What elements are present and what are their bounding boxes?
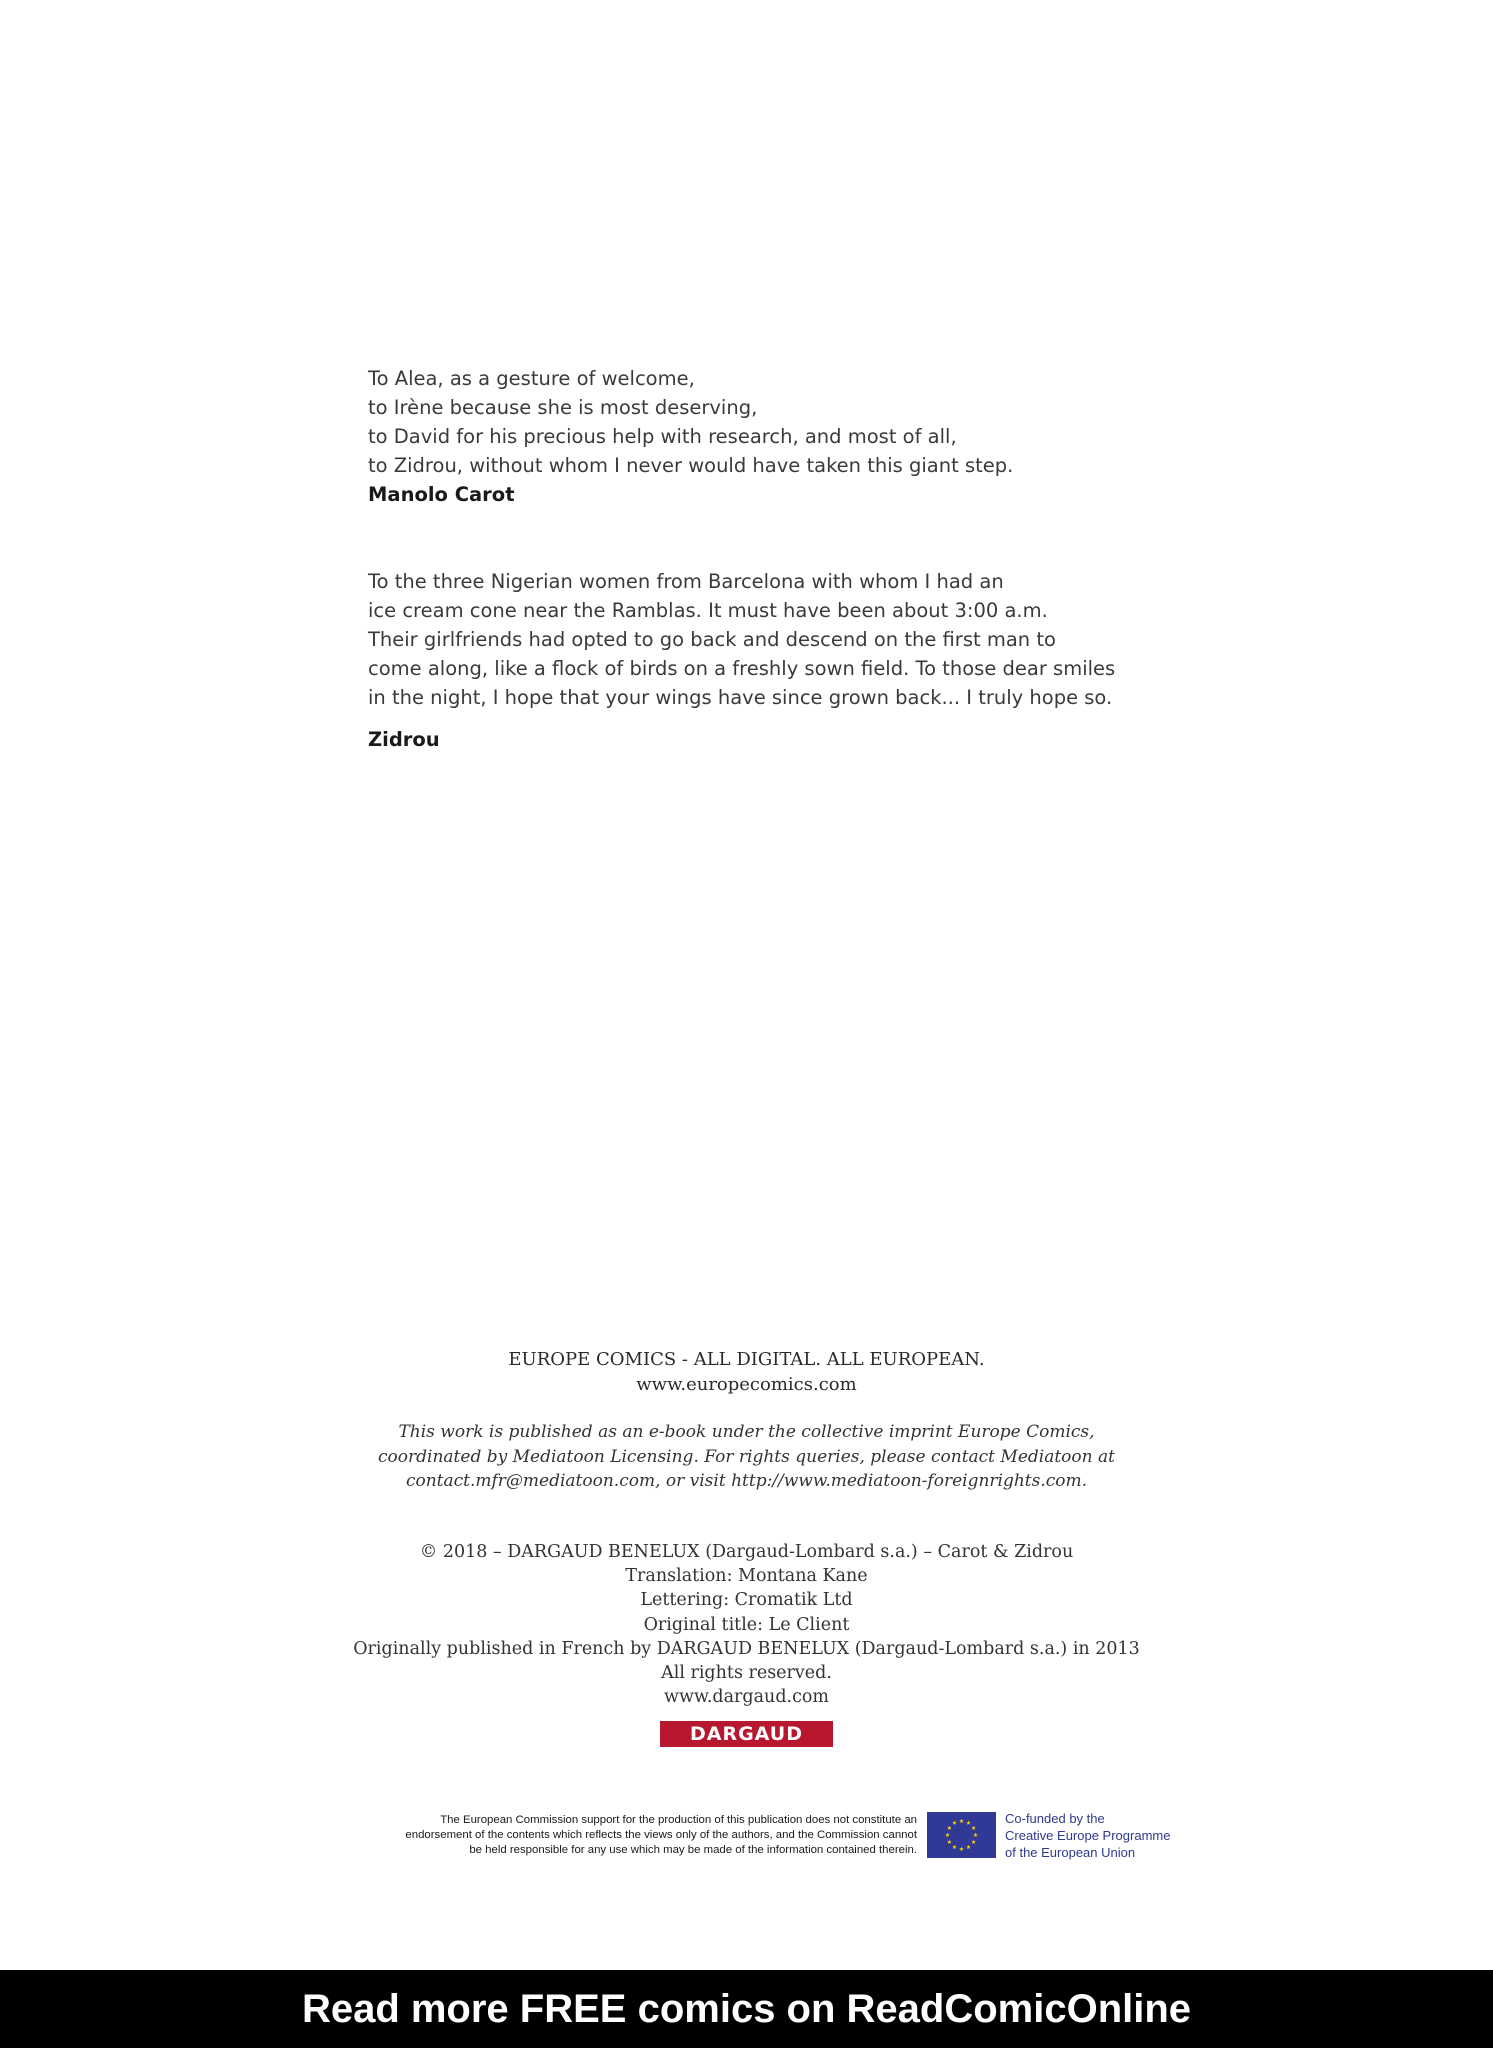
eu-star [947, 1826, 952, 1830]
dedication-line: Their girlfriends had opted to go back and descend on the first man to [368, 628, 1056, 651]
eu-star [945, 1833, 950, 1837]
rights-line: All rights reserved. [661, 1663, 832, 1684]
disclaimer-line: endorsement of the contents which reflects the views only of the authors, and the Commission cannot [405, 1829, 917, 1841]
promo-banner[interactable]: Read more FREE comics on ReadComicOnline [0, 1970, 1493, 2048]
dedication-line: to Irène because she is most deserving, [368, 396, 758, 419]
cofund-line: Creative Europe Programme [1005, 1828, 1171, 1843]
eu-flag-icon [927, 1812, 996, 1858]
eu-star [959, 1847, 964, 1851]
dedication-carot [368, 364, 1248, 509]
eu-star [952, 1820, 957, 1824]
cofund-line: Co-funded by the [1005, 1811, 1105, 1826]
eu-cofund-text [1005, 1810, 1170, 1861]
eu-star [973, 1833, 978, 1837]
eu-star [966, 1820, 971, 1824]
dedication-line: To Alea, as a gesture of welcome, [368, 367, 695, 390]
europe-comics-notice [0, 1420, 1493, 1494]
translation-line: Translation: Montana Kane [625, 1566, 868, 1587]
eu-star [947, 1840, 952, 1844]
europe-comics-header [0, 1347, 1493, 1397]
original-title-line: Original title: Le Client [643, 1614, 850, 1635]
eu-stars [927, 1812, 996, 1858]
eu-star [971, 1826, 976, 1830]
europe-comics-slogan: EUROPE COMICS - ALL DIGITAL. ALL EUROPEAN. [508, 1349, 985, 1370]
dedication-line: come along, like a flock of birds on a freshly sown field. To those dear smiles [368, 657, 1116, 680]
notice-line: contact.mfr@mediatoon.com, or visit http://www.mediatoon-foreignrights.com. [405, 1471, 1088, 1491]
lettering-line: Lettering: Cromatik Ltd [640, 1590, 853, 1611]
dedication-zidrou [368, 567, 1248, 754]
signature-carot: Manolo Carot [368, 483, 515, 506]
dargaud-logo: DARGAUD [660, 1721, 833, 1747]
copyright-line: © 2018 – DARGAUD BENELUX (Dargaud-Lombard s.a.) – Carot & Zidrou [419, 1542, 1074, 1562]
disclaimer-line: The European Commission support for the production of this publication does not constitute an [440, 1814, 917, 1826]
notice-line: This work is published as an e-book under the collective imprint Europe Comics, [398, 1422, 1095, 1442]
original-publication-line: Originally published in French by DARGAUD BENELUX (Dargaud-Lombard s.a.) in 2013 [353, 1638, 1140, 1659]
eu-disclaimer [297, 1813, 917, 1858]
dedication-line: in the night, I hope that your wings have since grown back... I truly hope so. [368, 686, 1113, 709]
dedication-line: to David for his precious help with research, and most of all, [368, 425, 957, 448]
eu-star [952, 1845, 957, 1849]
disclaimer-line: be held responsible for any use which may be made of the information contained therein. [469, 1844, 917, 1856]
dargaud-website: www.dargaud.com [663, 1687, 830, 1708]
eu-star [966, 1845, 971, 1849]
europe-comics-website: www.europecomics.com [636, 1374, 857, 1395]
notice-line: coordinated by Mediatoon Licensing. For rights queries, please contact Mediatoon at [378, 1446, 1115, 1467]
dedication-line: to Zidrou, without whom I never would have taken this giant step. [368, 454, 1014, 477]
credits-block [0, 1540, 1493, 1709]
eu-star [959, 1819, 964, 1823]
signature-zidrou: Zidrou [368, 728, 440, 751]
dedication-line: ice cream cone near the Ramblas. It must have been about 3:00 a.m. [368, 599, 1048, 622]
eu-star [971, 1840, 976, 1844]
cofund-line: of the European Union [1005, 1845, 1136, 1860]
dedication-line: To the three Nigerian women from Barcelona with whom I had an [368, 570, 1004, 593]
